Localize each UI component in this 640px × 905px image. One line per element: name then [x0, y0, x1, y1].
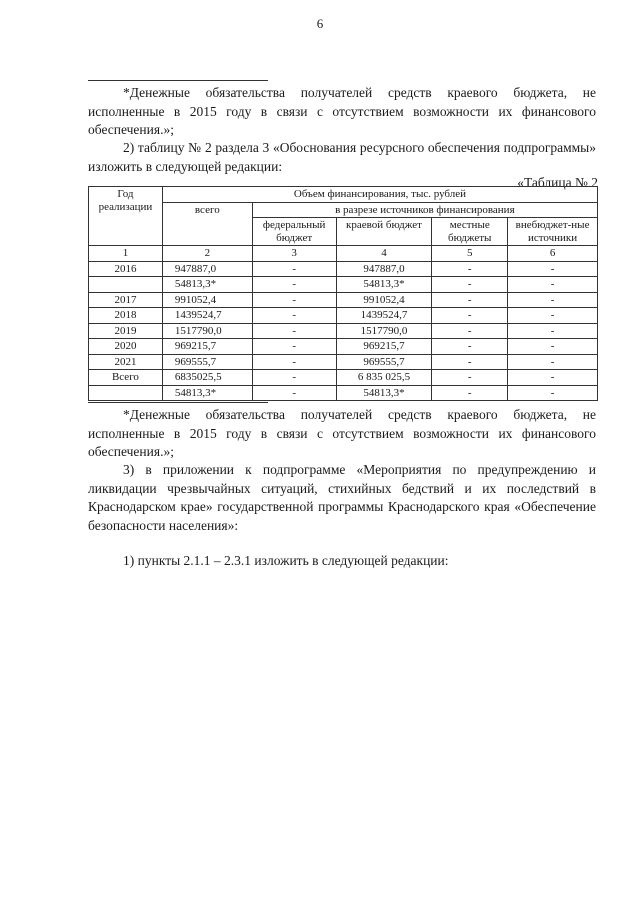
table-row [89, 323, 598, 339]
item-2-paragraph: 2) таблицу № 2 раздела 3 «Обоснования ресурсного обеспечения подпрограммы» изложить в следующей редакции: [88, 140, 596, 174]
table-row [89, 370, 598, 386]
cell-regional: 6 835 025,5 [336, 370, 432, 386]
cell-local: - [432, 339, 508, 355]
header-sources: в разрезе источников финансирования [252, 202, 597, 218]
column-index-row [89, 246, 598, 262]
table-caption: «Таблица № 2 [517, 175, 598, 190]
cell-year: 2021 [89, 354, 163, 370]
cell-local: - [432, 277, 508, 293]
cell-federal: - [252, 339, 336, 355]
table-row [89, 354, 598, 370]
financing-table [88, 186, 598, 401]
table-row [89, 292, 598, 308]
footnote-2: *Денежные обязательства получателей средств краевого бюджета, не исполненные в 2015 году в связи с отсутствием возможности их финансового обеспечения.»; [88, 407, 596, 459]
cell-extrabudget: - [508, 308, 598, 324]
cell-regional: 54813,3* [336, 277, 432, 293]
cell-extrabudget: - [508, 323, 598, 339]
page-number: 6 [316, 16, 324, 31]
header-volume: Объем финансирования, тыс. рублей [162, 187, 597, 203]
cell-federal: - [252, 354, 336, 370]
cell-year: Всего [89, 370, 163, 386]
column-index: 1 [89, 246, 163, 262]
cell-year: 2018 [89, 308, 163, 324]
cell-federal: - [252, 261, 336, 277]
cell-year [89, 277, 163, 293]
item-3-1-paragraph: 1) пункты 2.1.1 – 2.3.1 изложить в следующей редакции: [123, 553, 449, 568]
cell-local: - [432, 385, 508, 401]
cell-year [89, 385, 163, 401]
cell-total: 1517790,0 [162, 323, 252, 339]
cell-extrabudget: - [508, 261, 598, 277]
table-row [89, 385, 598, 401]
cell-total: 6835025,5 [162, 370, 252, 386]
cell-extrabudget: - [508, 354, 598, 370]
cell-year: 2016 [89, 261, 163, 277]
cell-total: 54813,3* [162, 277, 252, 293]
table-row [89, 277, 598, 293]
footnote-rule-bottom [88, 402, 268, 403]
cell-federal: - [252, 323, 336, 339]
cell-local: - [432, 323, 508, 339]
header-extrabudget: внебюджет-ные источники [508, 218, 598, 246]
cell-local: - [432, 292, 508, 308]
footnote-1: *Денежные обязательства получателей средств краевого бюджета, не исполненные в 2015 году в связи с отсутствием возможности их финансового обеспечения.»; [88, 85, 596, 137]
column-index: 6 [508, 246, 598, 262]
cell-extrabudget: - [508, 385, 598, 401]
cell-federal: - [252, 385, 336, 401]
cell-federal: - [252, 277, 336, 293]
column-index: 4 [336, 246, 432, 262]
header-total: всего [162, 202, 252, 246]
cell-total: 1439524,7 [162, 308, 252, 324]
cell-year: 2020 [89, 339, 163, 355]
table-row [89, 308, 598, 324]
cell-federal: - [252, 308, 336, 324]
table-row [89, 261, 598, 277]
cell-extrabudget: - [508, 339, 598, 355]
cell-extrabudget: - [508, 370, 598, 386]
cell-total: 969215,7 [162, 339, 252, 355]
cell-regional: 1439524,7 [336, 308, 432, 324]
cell-year: 2019 [89, 323, 163, 339]
cell-local: - [432, 354, 508, 370]
column-index: 2 [162, 246, 252, 262]
column-index: 5 [432, 246, 508, 262]
cell-extrabudget: - [508, 292, 598, 308]
cell-regional: 1517790,0 [336, 323, 432, 339]
cell-regional: 947887,0 [336, 261, 432, 277]
cell-regional: 969215,7 [336, 339, 432, 355]
column-index: 3 [252, 246, 336, 262]
cell-local: - [432, 308, 508, 324]
cell-year: 2017 [89, 292, 163, 308]
cell-total: 54813,3* [162, 385, 252, 401]
footnote-rule-top [88, 80, 268, 81]
cell-total: 947887,0 [162, 261, 252, 277]
header-federal: федеральный бюджет [252, 218, 336, 246]
cell-total: 991052,4 [162, 292, 252, 308]
item-3-paragraph: 3) в приложении к подпрограмме «Мероприятия по предупреждению и ликвидации чрезвычайных ситуаций, стихийных бедствий и их последствий в Краснодарском крае» государственной программы Краснодарского края «Обеспечение безопасности населения»: [88, 462, 596, 533]
cell-federal: - [252, 292, 336, 308]
cell-regional: 991052,4 [336, 292, 432, 308]
header-regional: краевой бюджет [336, 218, 432, 246]
cell-regional: 54813,3* [336, 385, 432, 401]
cell-extrabudget: - [508, 277, 598, 293]
cell-local: - [432, 261, 508, 277]
cell-regional: 969555,7 [336, 354, 432, 370]
header-year: Год реализации [89, 187, 163, 246]
cell-local: - [432, 370, 508, 386]
header-local: местные бюджеты [432, 218, 508, 246]
table-row [89, 339, 598, 355]
cell-total: 969555,7 [162, 354, 252, 370]
cell-federal: - [252, 370, 336, 386]
